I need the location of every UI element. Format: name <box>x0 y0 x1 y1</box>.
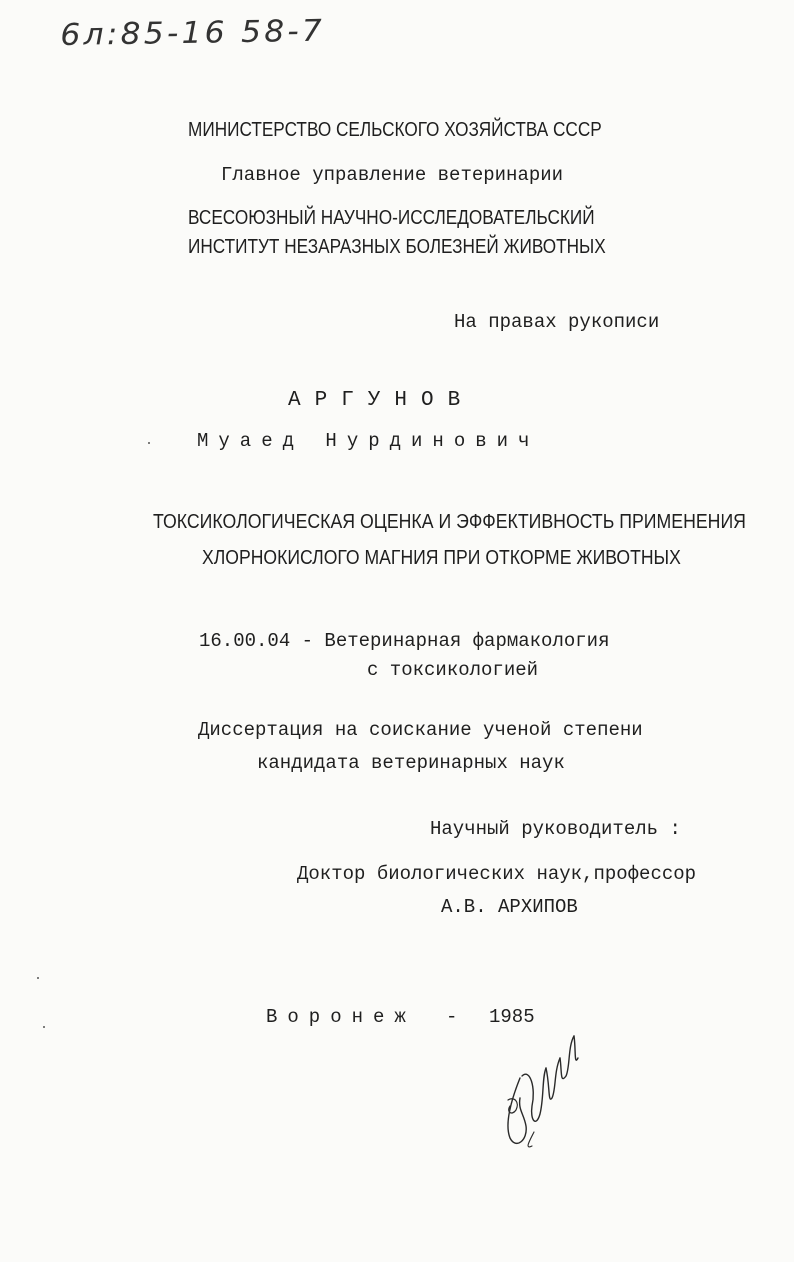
institute-line-2: ИНСТИТУТ НЕЗАРАЗНЫХ БОЛЕЗНЕЙ ЖИВОТНЫХ <box>188 236 606 258</box>
degree-line-1: Диссертация на соискание ученой степени <box>198 719 643 741</box>
author-surname: АРГУНОВ <box>288 389 475 412</box>
dissertation-title-line-2: ХЛОРНОКИСЛОГО МАГНИЯ ПРИ ОТКОРМЕ ЖИВОТНЫХ <box>202 547 681 569</box>
specialty-code-line: 16.00.04 - Ветеринарная фармакология <box>199 630 610 652</box>
year: 1985 <box>489 1006 535 1028</box>
institute-line-1: ВСЕСОЮЗНЫЙ НАУЧНО-ИССЛЕДОВАТЕЛЬСКИЙ <box>188 207 595 229</box>
manuscript-note: На правах рукописи <box>454 311 660 333</box>
scan-speck <box>148 442 150 444</box>
ministry-heading: МИНИСТЕРСТВО СЕЛЬСКОГО ХОЗЯЙСТВА СССР <box>188 119 602 141</box>
scan-speck <box>37 977 39 979</box>
supervisor-name: А.В. АРХИПОВ <box>441 896 578 918</box>
supervisor-label: Научный руководитель : <box>430 818 681 840</box>
directorate-heading: Главное управление ветеринарии <box>221 164 564 186</box>
supervisor-credentials: Доктор биологических наук,профессор <box>297 863 697 885</box>
archive-mark: 6л:85-16 58-7 <box>60 13 326 53</box>
handwritten-signature <box>490 1028 600 1158</box>
dissertation-title-line-1: ТОКСИКОЛОГИЧЕСКАЯ ОЦЕНКА И ЭФФЕКТИВНОСТЬ ПРИМЕНЕНИЯ <box>153 511 746 533</box>
degree-line-2: кандидата ветеринарных наук <box>257 752 565 774</box>
author-given-names: Муаед Нурдинович <box>197 430 540 452</box>
footer-dash: - <box>446 1006 458 1028</box>
specialty-continuation: с токсикологией <box>367 659 539 681</box>
city: Воронеж <box>266 1006 416 1028</box>
scan-speck <box>43 1026 45 1028</box>
